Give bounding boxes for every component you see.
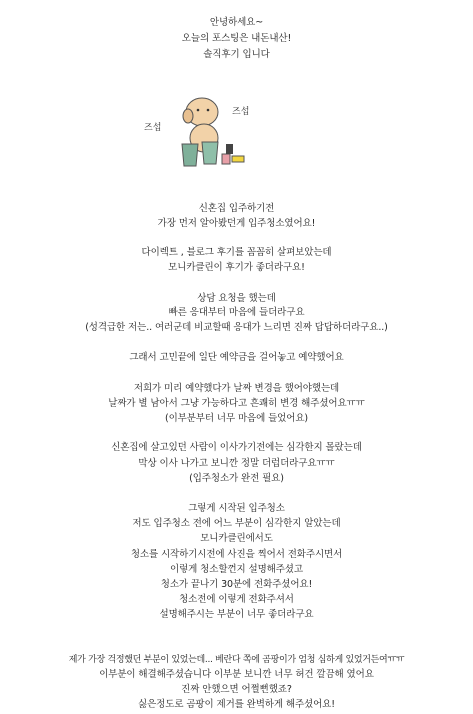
body-line: 제가 가장 걱정했던 부분이 있었는데... 베란다 쪽에 곰팡이가 엄청 심하게 있었거든여ㅠㅠ [68, 655, 405, 665]
body-line: 저도 입주청소 전에 어느 부분이 심각한지 알았는데 [132, 518, 341, 529]
body-line: 진짜 안했으면 어쩔뻔했죠? [181, 684, 292, 695]
body-line: 그래서 고민끝에 일단 예약금을 걸어놓고 예약했어요 [129, 352, 344, 363]
body-line: 날짜가 별 남아서 그냥 가능하다고 흔쾌히 변경 해주셨어요ㅠㅠ [108, 398, 365, 409]
intro-line: 오늘의 포스팅은 내돈내산! [181, 33, 292, 44]
body-line: 이렇게 청소할껀지 설명해주셨고 [170, 564, 303, 575]
body-line: 청소전에 이렇게 전화주셔서 [179, 594, 294, 605]
body-line: 신혼집 입주하기전 [198, 203, 275, 214]
body-line: 모니카클린에서도 [200, 533, 273, 544]
body-line: 상담 요청을 했는데 [197, 293, 276, 304]
body-line: (이부분부터 너무 마음에 들었어요) [164, 413, 309, 424]
body-line: 그렇게 시작된 입주청소 [188, 503, 285, 514]
body-line: 가장 먼저 알아봤던게 입주청소였어요! [157, 218, 316, 229]
body-line: 모니카클린이 후기가 좋더라구요! [168, 262, 305, 273]
body-line: 다이렉트 , 블로그 후기를 꼼꼼히 살펴보았는데 [141, 247, 332, 258]
body-line: 빠른 응대부터 마음에 들더라구요 [168, 307, 305, 318]
sound-effect-left: 즈섭 [144, 123, 162, 133]
cleaning-character-icon [140, 82, 260, 182]
sound-effect-right: 즈섭 [232, 107, 250, 117]
body-line: 싫은정도로 곰팡이 제거를 완벽하게 해주셨어요! [138, 699, 335, 710]
body-line: 막상 이사 나가고 보니깐 정말 더럽더라구요ㅠㅠ [138, 458, 335, 469]
body-line: 청소를 시작하기시전에 사진을 찍어서 전화주시면서 [130, 549, 343, 560]
body-line: 저희가 미리 예약했다가 날짜 변경을 했어야했는데 [133, 383, 340, 394]
body-line: 청소가 끝나기 30분에 전화주셨어요! [160, 579, 313, 590]
body-line: 이부분이 해결해주셨습니다 이부분 보니깐 너무 허건 깔끔해 였어요 [99, 669, 374, 680]
intro-line: 안녕하세요~ [209, 17, 264, 28]
body-line: 신혼집에 살고있던 사람이 이사가기전에는 심각한지 몰랐는데 [111, 442, 362, 453]
body-line: (성격급한 저는.. 여러군데 비교할때 응대가 느리면 진짜 답답하더라구요..) [85, 322, 388, 333]
body-line: (입주청소가 완전 필요) [189, 473, 284, 484]
intro-line: 솔직후기 입니다 [203, 49, 270, 60]
body-line: 설명해주시는 부분이 너무 좋더라구요 [159, 609, 314, 620]
